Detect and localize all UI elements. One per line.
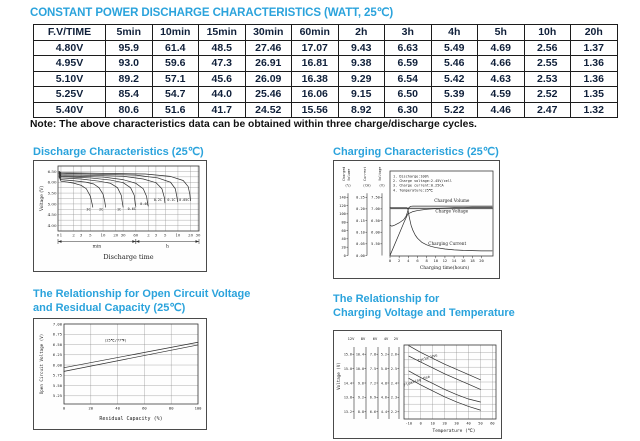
svg-text:0: 0 [388, 258, 392, 263]
svg-text:10.4: 10.4 [355, 352, 364, 357]
svg-text:6.9: 6.9 [369, 395, 376, 400]
table-cell: 5.42 [431, 71, 478, 86]
svg-text:10: 10 [430, 421, 435, 426]
svg-text:2.4: 2.4 [390, 381, 397, 386]
svg-text:Charging Current: Charging Current [428, 241, 467, 247]
svg-text:0.1C: 0.1C [167, 197, 176, 202]
table-cell: 95.9 [106, 41, 153, 56]
svg-text:2: 2 [398, 258, 401, 263]
table-cell: 5.40V [34, 102, 106, 117]
svg-text:30: 30 [120, 232, 126, 238]
svg-text:6: 6 [416, 258, 419, 263]
svg-text:2.2: 2.2 [390, 410, 397, 415]
ocv-chart-svg [34, 319, 204, 427]
svg-text:60: 60 [133, 232, 139, 238]
svg-text:40: 40 [341, 237, 346, 242]
svg-text:1. Discharge:100%: 1. Discharge:100% [393, 174, 429, 179]
svg-text:2: 2 [72, 232, 75, 238]
table-cell: 6.63 [385, 41, 432, 56]
svg-text:3. Charge current:0.25CA: 3. Charge current:0.25CA [393, 183, 444, 188]
table-cell: 89.2 [106, 71, 153, 86]
charging-chart [333, 160, 500, 279]
svg-text:2. Charge voltage:2.45V/cell: 2. Charge voltage:2.45V/cell [393, 179, 453, 184]
cvt-chart [333, 330, 502, 439]
svg-text:2: 2 [147, 232, 150, 238]
svg-text:(%): (%) [344, 183, 352, 188]
table-cell: 16.38 [292, 71, 339, 86]
svg-text:7.50: 7.50 [371, 195, 380, 200]
table-cell: 51.6 [152, 102, 199, 117]
table-row [34, 41, 618, 56]
svg-text:3: 3 [79, 232, 83, 238]
constant-power-table [33, 24, 618, 118]
table-cell: 2.47 [524, 102, 571, 117]
discharge-chart-svg [34, 161, 204, 269]
column-header: 10h [524, 25, 571, 41]
column-header: 20h [571, 25, 618, 41]
svg-text:40: 40 [115, 405, 120, 411]
svg-text:5: 5 [164, 232, 167, 238]
table-cell: 26.09 [245, 71, 292, 86]
table-cell: 1.32 [571, 102, 618, 117]
table-cell: 5.49 [431, 41, 478, 56]
svg-text:20: 20 [188, 232, 194, 238]
svg-text:7.2: 7.2 [369, 381, 376, 386]
table-cell: 17.07 [292, 41, 339, 56]
svg-text:6.00: 6.00 [52, 362, 62, 368]
table-cell: 45.6 [199, 71, 246, 86]
svg-text:Voltage (V): Voltage (V) [336, 362, 341, 390]
table-cell: 44.0 [199, 87, 246, 102]
svg-text:0.10: 0.10 [356, 230, 365, 235]
svg-text:120: 120 [339, 203, 346, 208]
table-row [34, 102, 618, 117]
svg-text:Current: Current [363, 166, 367, 181]
svg-text:8.8: 8.8 [357, 410, 364, 415]
svg-text:Voltage (V): Voltage (V) [40, 185, 45, 212]
svg-text:Volume: Volume [347, 168, 351, 181]
svg-text:40: 40 [466, 421, 471, 426]
svg-text:0.05C: 0.05C [179, 197, 190, 202]
table-cell: 4.59 [478, 87, 525, 102]
svg-text:6.00: 6.00 [47, 179, 57, 185]
svg-text:20: 20 [113, 232, 119, 238]
svg-text:60: 60 [341, 228, 346, 233]
table-note: Note: The above characteristics data can be obtained within three charge/discharge cycles. [30, 119, 477, 130]
svg-text:100: 100 [339, 212, 346, 217]
svg-text:2.6: 2.6 [390, 352, 397, 357]
svg-text:Charge Voltage: Charge Voltage [435, 208, 469, 214]
svg-text:12: 12 [442, 258, 448, 263]
svg-text:5.00: 5.00 [47, 201, 57, 207]
section-title-ocv-line1: The Relationship for Open Circuit Voltage [33, 288, 251, 300]
table-cell: 9.15 [338, 87, 385, 102]
table-cell: 15.56 [292, 102, 339, 117]
table-cell: 16.06 [292, 87, 339, 102]
svg-text:h: h [165, 244, 169, 250]
svg-text:0: 0 [62, 405, 66, 411]
svg-text:8: 8 [425, 258, 428, 263]
column-header: F.V/TIME [34, 25, 106, 41]
table-cell: 93.0 [106, 56, 153, 71]
table-row [34, 87, 618, 102]
ocv-chart [33, 318, 207, 430]
column-header: 5h [478, 25, 525, 41]
svg-text:6.6: 6.6 [369, 410, 376, 415]
table-cell: 6.30 [385, 102, 432, 117]
section-title-cvt-line1: The Relationship for [333, 293, 440, 305]
svg-text:0.15: 0.15 [356, 218, 365, 223]
table-cell: 2.56 [524, 41, 571, 56]
svg-text:13.2: 13.2 [343, 410, 352, 415]
charging-chart-svg [334, 161, 497, 276]
table-cell: 26.91 [245, 56, 292, 71]
table-cell: 1.35 [571, 87, 618, 102]
svg-text:6.75: 6.75 [52, 331, 62, 337]
table-cell: 5.46 [431, 56, 478, 71]
svg-text:Residual Capacity (%): Residual Capacity (%) [99, 416, 163, 422]
svg-text:(CA): (CA) [362, 183, 372, 188]
svg-text:7.5: 7.5 [369, 366, 376, 371]
section-title-cvt [333, 293, 515, 320]
table-cell: 4.63 [478, 71, 525, 86]
page-title: CONSTANT POWER DISCHARGE CHARACTERISTICS (WATT, 25℃) [30, 7, 394, 19]
table-cell: 85.4 [106, 87, 153, 102]
column-header: 10min [152, 25, 199, 41]
svg-text:10: 10 [100, 232, 106, 238]
table-cell: 9.29 [338, 71, 385, 86]
column-header: 30min [245, 25, 292, 41]
cvt-chart-svg [334, 331, 499, 436]
svg-text:Open Circuit Voltage (V): Open Circuit Voltage (V) [39, 333, 44, 395]
svg-text:5.50: 5.50 [52, 382, 62, 388]
table-cell: 5.39 [431, 87, 478, 102]
table-cell: 61.4 [152, 41, 199, 56]
svg-text:2V: 2V [393, 336, 399, 341]
table-cell: 1.37 [571, 41, 618, 56]
section-title-ocv [33, 288, 250, 315]
svg-text:20: 20 [442, 421, 447, 426]
svg-text:4.50: 4.50 [47, 212, 57, 218]
svg-text:60: 60 [142, 405, 147, 411]
svg-text:0.25: 0.25 [356, 195, 365, 200]
table-cell: 5.10V [34, 71, 106, 86]
svg-text:5.2: 5.2 [380, 352, 387, 357]
svg-text:4.8: 4.8 [380, 381, 387, 386]
table-cell: 48.5 [199, 41, 246, 56]
table-cell: 6.59 [385, 56, 432, 71]
svg-text:6.50: 6.50 [371, 218, 380, 223]
svg-text:10: 10 [433, 258, 439, 263]
column-header: 3h [385, 25, 432, 41]
svg-text:2.3: 2.3 [390, 395, 397, 400]
svg-text:0.00: 0.00 [356, 253, 365, 258]
svg-text:100: 100 [194, 405, 202, 411]
svg-text:20: 20 [341, 245, 346, 250]
svg-text:13.8: 13.8 [343, 395, 352, 400]
svg-text:6.50: 6.50 [47, 168, 57, 174]
table-cell: 1.36 [571, 56, 618, 71]
svg-text:Charged Volume: Charged Volume [434, 197, 470, 203]
svg-text:4V: 4V [383, 336, 389, 341]
table-cell: 4.46 [478, 102, 525, 117]
table-cell: 9.43 [338, 41, 385, 56]
svg-text:9.6: 9.6 [357, 381, 364, 386]
column-header: 2h [338, 25, 385, 41]
svg-text:3C: 3C [86, 207, 91, 212]
table-cell: 59.6 [152, 56, 199, 71]
svg-text:4.4: 4.4 [380, 410, 387, 415]
column-header: 5min [106, 25, 153, 41]
discharge-chart [33, 160, 207, 272]
table-cell: 57.1 [152, 71, 199, 86]
svg-text:(V): (V) [378, 183, 386, 188]
svg-text:7.00: 7.00 [52, 321, 62, 327]
svg-text:4.6: 4.6 [380, 395, 387, 400]
svg-text:15.6: 15.6 [343, 352, 352, 357]
svg-text:6V: 6V [372, 336, 378, 341]
table-cell: 2.52 [524, 87, 571, 102]
table-cell: 16.81 [292, 56, 339, 71]
svg-text:8V: 8V [360, 336, 366, 341]
svg-text:Floating Use: Floating Use [402, 373, 431, 388]
svg-text:Charging time(hours): Charging time(hours) [419, 266, 470, 271]
svg-text:14.4: 14.4 [343, 381, 352, 386]
svg-text:-10: -10 [405, 421, 413, 426]
table-cell: 41.7 [199, 102, 246, 117]
svg-text:6.00: 6.00 [371, 230, 380, 235]
column-header: 4h [431, 25, 478, 41]
svg-text:30: 30 [454, 421, 459, 426]
table-cell: 8.92 [338, 102, 385, 117]
table-row [34, 56, 618, 71]
svg-text:5.50: 5.50 [371, 242, 380, 247]
svg-text:14: 14 [451, 258, 457, 263]
column-header: 60min [292, 25, 339, 41]
svg-text:140: 140 [339, 195, 346, 200]
table-cell: 4.95V [34, 56, 106, 71]
svg-text:1: 1 [59, 232, 63, 238]
svg-text:9.2: 9.2 [357, 395, 364, 400]
svg-text:6.25: 6.25 [52, 352, 62, 358]
table-cell: 6.54 [385, 71, 432, 86]
svg-text:min: min [92, 244, 102, 250]
svg-text:16: 16 [460, 258, 466, 263]
table-cell: 27.46 [245, 41, 292, 56]
table-cell: 5.25V [34, 87, 106, 102]
svg-text:80: 80 [341, 220, 346, 225]
section-title-charging: Charging Characteristics (25℃) [333, 146, 499, 158]
section-title-ocv-line2: and Residual Capacity (25℃) [33, 301, 186, 314]
svg-text:30: 30 [195, 232, 201, 238]
svg-text:5: 5 [89, 232, 92, 238]
svg-text:2C: 2C [99, 207, 104, 212]
svg-text:20: 20 [479, 258, 484, 263]
table-cell: 80.6 [106, 102, 153, 117]
svg-text:Voltage: Voltage [378, 166, 382, 181]
svg-text:2.5: 2.5 [390, 366, 397, 371]
svg-text:Charged: Charged [342, 166, 346, 181]
svg-text:0.05: 0.05 [356, 242, 365, 247]
svg-text:1C: 1C [117, 207, 122, 212]
svg-text:0.2C: 0.2C [153, 197, 162, 202]
svg-text:5.75: 5.75 [52, 372, 62, 378]
svg-text:60: 60 [490, 421, 495, 426]
table-cell: 25.46 [245, 87, 292, 102]
svg-text:7.8: 7.8 [369, 352, 376, 357]
table-cell: 6.50 [385, 87, 432, 102]
table-cell: 24.52 [245, 102, 292, 117]
svg-text:Temperature (℃): Temperature (℃) [432, 429, 476, 434]
svg-text:18: 18 [470, 258, 475, 263]
table-cell: 5.22 [431, 102, 478, 117]
svg-text:0.20: 0.20 [356, 207, 365, 212]
table-cell: 4.80V [34, 41, 106, 56]
svg-text:4. Temperature:25℃: 4. Temperature:25℃ [393, 188, 433, 193]
svg-text:4: 4 [407, 258, 410, 263]
table-cell: 4.69 [478, 41, 525, 56]
section-title-discharge: Discharge Characteristics (25℃) [33, 146, 204, 158]
svg-text:5.25: 5.25 [52, 393, 62, 399]
column-header: 15min [199, 25, 246, 41]
table-header-row [34, 25, 618, 41]
svg-text:7.00: 7.00 [371, 207, 380, 212]
svg-text:0.4C: 0.4C [140, 202, 149, 206]
svg-text:0: 0 [56, 232, 60, 238]
svg-text:12V: 12V [347, 336, 355, 341]
svg-text:50: 50 [478, 421, 483, 426]
table-cell: 4.66 [478, 56, 525, 71]
section-title-cvt-line2: Charging Voltage and Temperature [333, 306, 515, 319]
svg-text:5.50: 5.50 [47, 190, 57, 196]
svg-text:20: 20 [88, 405, 94, 411]
svg-text:10: 10 [175, 232, 181, 238]
svg-text:0: 0 [419, 421, 422, 426]
table-cell: 9.38 [338, 56, 385, 71]
table-cell: 54.7 [152, 87, 199, 102]
svg-text:0.6C: 0.6C [127, 206, 136, 211]
svg-text:Cycle Use: Cycle Use [416, 352, 439, 364]
table-cell: 2.55 [524, 56, 571, 71]
svg-text:15.0: 15.0 [343, 366, 352, 371]
svg-text:(25℃/77℉): (25℃/77℉) [104, 338, 127, 343]
svg-text:6.50: 6.50 [52, 341, 62, 347]
svg-text:0: 0 [343, 253, 346, 258]
table-cell: 47.3 [199, 56, 246, 71]
svg-text:Discharge time: Discharge time [103, 253, 154, 261]
table-row [34, 71, 618, 86]
svg-text:80: 80 [168, 405, 174, 411]
table-cell: 2.53 [524, 71, 571, 86]
table-cell: 1.36 [571, 71, 618, 86]
svg-text:10.0: 10.0 [355, 366, 364, 371]
svg-text:4.00: 4.00 [47, 222, 57, 228]
svg-text:5.0: 5.0 [380, 366, 387, 371]
svg-text:3: 3 [154, 232, 158, 238]
